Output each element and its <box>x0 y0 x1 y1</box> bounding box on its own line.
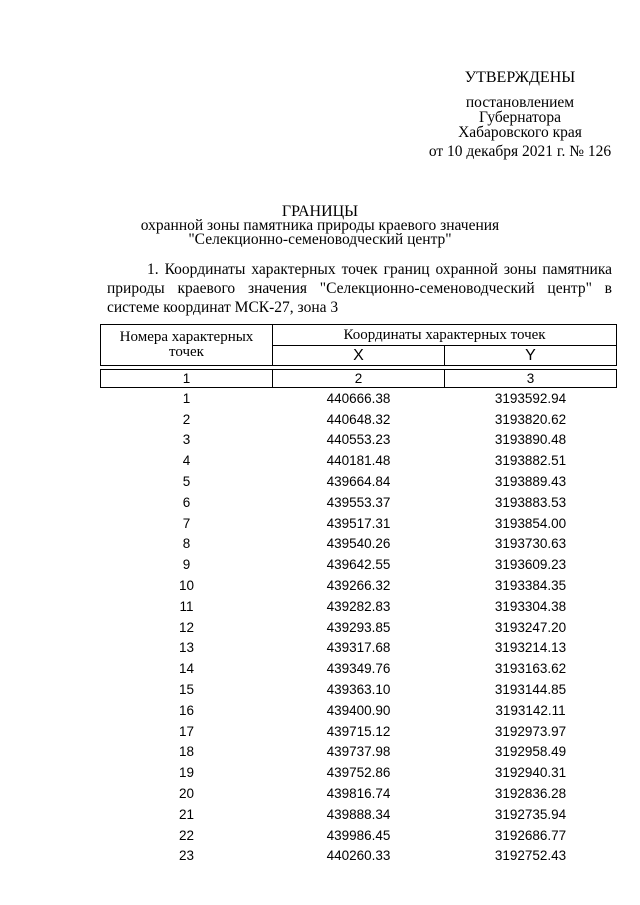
point-number-cell: 11 <box>179 598 194 614</box>
y-coordinate-cell: 3192686.77 <box>494 827 567 843</box>
document-title: ГРАНИЦЫ <box>281 203 359 220</box>
coordinates-table <box>100 324 617 866</box>
x-coordinate-cell: 440181.48 <box>326 453 391 469</box>
point-number-cell: 10 <box>178 578 195 594</box>
header-coordinates: Координаты характерных точек <box>273 325 617 346</box>
y-coordinate-cell: 3192940.31 <box>494 765 567 781</box>
section-paragraph: 1. Координаты характерных точек границ охранной зоны памятника природы краевого значения "Селекционно-семеноводческий центр" в системе координат МСК-27, зона 3 <box>107 261 612 316</box>
table-row <box>101 534 617 555</box>
y-coordinate-cell: 3193247.20 <box>494 619 567 635</box>
table-row <box>101 388 617 409</box>
x-coordinate-cell: 439642.55 <box>326 557 391 573</box>
point-number-cell: 13 <box>178 640 195 656</box>
approval-title: УТВЕРЖДЕНЫ <box>464 69 576 86</box>
table-row <box>101 783 617 804</box>
point-number-cell: 3 <box>182 432 191 448</box>
document-subtitle-line-1: охранной зоны памятника природы краевого значения <box>140 217 500 234</box>
x-coordinate-cell: 440553.23 <box>326 432 391 448</box>
x-coordinate-cell: 440260.33 <box>326 848 391 864</box>
point-number-cell: 4 <box>182 453 191 469</box>
y-coordinate-cell: 3192958.49 <box>494 744 567 760</box>
y-coordinate-cell: 3193592.94 <box>494 390 567 406</box>
approval-date: от 10 декабря 2021 г. № 126 <box>428 143 612 160</box>
y-coordinate-cell: 3193142.11 <box>495 702 566 718</box>
y-coordinate-cell: 3193820.62 <box>494 411 567 427</box>
table-rows <box>101 388 617 867</box>
x-coordinate-cell: 439986.45 <box>326 827 391 843</box>
point-number-cell: 8 <box>182 536 191 552</box>
table-row <box>101 450 617 471</box>
point-number-cell: 5 <box>182 474 191 490</box>
table-row <box>101 492 617 513</box>
x-coordinate-cell: 439293.85 <box>326 619 391 635</box>
approval-line-1: постановлением <box>465 94 575 111</box>
x-coordinate-cell: 439888.34 <box>326 806 391 822</box>
point-number-cell: 16 <box>178 702 195 718</box>
document-subtitle-line-2: "Селекционно-семеноводческий центр" <box>188 231 452 248</box>
point-number-cell: 20 <box>178 786 195 802</box>
table-row <box>101 762 617 783</box>
point-number-cell: 12 <box>178 619 195 635</box>
table-row <box>101 742 617 763</box>
table-row <box>101 430 617 451</box>
x-coordinate-cell: 439317.68 <box>326 640 391 656</box>
header-x: X <box>273 346 445 366</box>
table-row <box>101 409 617 430</box>
y-coordinate-cell: 3193890.48 <box>494 432 567 448</box>
y-coordinate-cell: 3193214.13 <box>494 640 567 656</box>
x-coordinate-cell: 439266.32 <box>326 578 391 594</box>
table-row <box>101 658 617 679</box>
y-coordinate-cell: 3192752.43 <box>494 848 567 864</box>
point-number-cell: 18 <box>178 744 195 760</box>
point-number-cell: 2 <box>182 411 191 427</box>
x-coordinate-cell: 439664.84 <box>326 474 391 490</box>
y-coordinate-cell: 3192735.94 <box>494 806 567 822</box>
point-number-cell: 6 <box>182 494 191 510</box>
table-row <box>101 804 617 825</box>
header-point-numbers: Номера характерных точек <box>101 325 273 366</box>
x-coordinate-cell: 439816.74 <box>326 786 391 802</box>
x-coordinate-cell: 439752.86 <box>326 765 391 781</box>
table-row <box>101 700 617 721</box>
approval-line-2: Губернатора <box>479 109 561 126</box>
table-row <box>101 554 617 575</box>
x-coordinate-cell: 439517.31 <box>326 515 391 531</box>
point-number-cell: 15 <box>178 682 195 698</box>
column-index-cell: 1 <box>101 370 273 388</box>
table-row <box>101 638 617 659</box>
approval-line-3: Хабаровского края <box>458 124 582 141</box>
table-row <box>101 846 617 867</box>
y-coordinate-cell: 3193889.43 <box>494 474 567 490</box>
column-index-cell: 2 <box>273 370 445 388</box>
x-coordinate-cell: 439349.76 <box>326 661 391 677</box>
x-coordinate-cell: 439715.12 <box>326 723 391 739</box>
point-number-cell: 1 <box>182 390 191 406</box>
x-coordinate-cell: 440648.32 <box>326 411 391 427</box>
table-row <box>101 617 617 638</box>
point-number-cell: 22 <box>178 827 195 843</box>
x-coordinate-cell: 439553.37 <box>326 494 391 510</box>
point-number-cell: 19 <box>178 765 195 781</box>
point-number-cell: 14 <box>178 661 195 677</box>
y-coordinate-cell: 3192973.97 <box>494 723 567 739</box>
y-coordinate-cell: 3193304.38 <box>494 598 567 614</box>
y-coordinate-cell: 3193163.62 <box>494 661 567 677</box>
column-index-row <box>101 370 617 388</box>
x-coordinate-cell: 440666.38 <box>326 390 391 406</box>
table-row <box>101 575 617 596</box>
x-coordinate-cell: 439737.98 <box>326 744 391 760</box>
table-row <box>101 721 617 742</box>
x-coordinate-cell: 439540.26 <box>326 536 391 552</box>
point-number-cell: 23 <box>178 848 195 864</box>
table-row <box>101 679 617 700</box>
x-coordinate-cell: 439400.90 <box>326 702 391 718</box>
approval-block <box>400 70 640 159</box>
y-coordinate-cell: 3193384.35 <box>494 578 567 594</box>
y-coordinate-cell: 3193883.53 <box>494 494 567 510</box>
point-number-cell: 7 <box>182 515 191 531</box>
table-row <box>101 513 617 534</box>
y-coordinate-cell: 3193882.51 <box>494 453 567 469</box>
point-number-cell: 21 <box>178 806 195 822</box>
y-coordinate-cell: 3193144.85 <box>494 682 567 698</box>
x-coordinate-cell: 439363.10 <box>326 682 391 698</box>
y-coordinate-cell: 3193730.63 <box>494 536 567 552</box>
header-y: Y <box>445 346 617 366</box>
point-number-cell: 9 <box>182 557 191 573</box>
table-row <box>101 471 617 492</box>
table-row <box>101 596 617 617</box>
table-row <box>101 825 617 846</box>
y-coordinate-cell: 3192836.28 <box>494 786 567 802</box>
y-coordinate-cell: 3193854.00 <box>494 515 567 531</box>
column-index-cell: 3 <box>445 370 617 388</box>
point-number-cell: 17 <box>178 723 195 739</box>
x-coordinate-cell: 439282.83 <box>326 598 391 614</box>
y-coordinate-cell: 3193609.23 <box>494 557 567 573</box>
